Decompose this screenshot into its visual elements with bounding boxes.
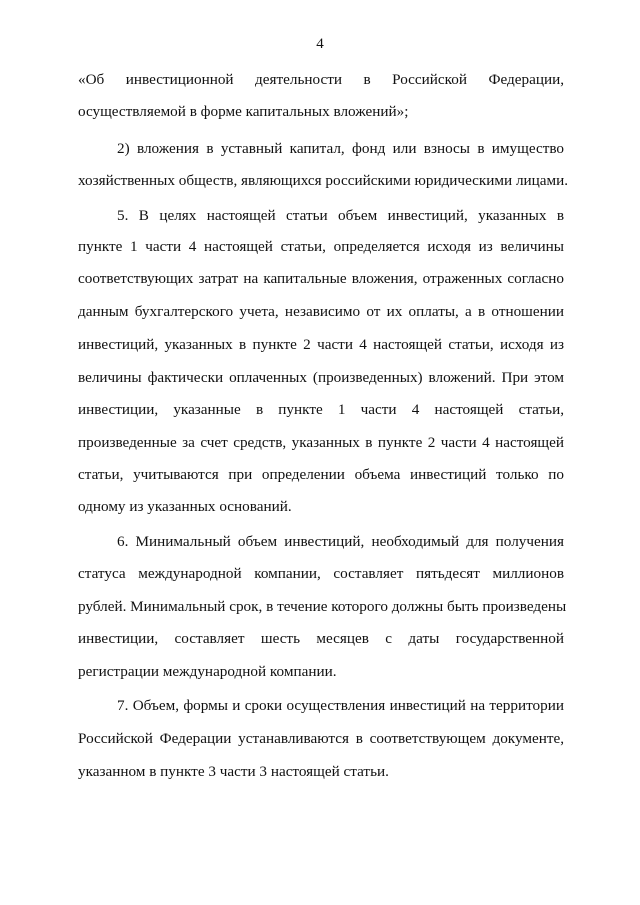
text-line: данным бухгалтерского учета, независимо от их оплаты, а в отношении: [78, 303, 564, 320]
text-line: статуса международной компании, составляет пятьдесят миллионов: [78, 565, 564, 582]
text-line: осуществляемой в форме капитальных вложений»;: [78, 103, 409, 120]
text-line: 7. Объем, формы и сроки осуществления инвестиций на территории: [117, 697, 564, 714]
page-number: 4: [316, 36, 324, 52]
text-line: статьи, учитываются при определении объема инвестиций только по: [78, 466, 564, 483]
text-line: инвестиции, указанные в пункте 1 части 4 настоящей статьи,: [78, 401, 564, 418]
text-line: указанном в пункте 3 части 3 настоящей статьи.: [78, 763, 389, 780]
text-line: 5. В целях настоящей статьи объем инвестиций, указанных в: [117, 207, 564, 224]
text-line: инвестиций, указанных в пункте 2 части 4 настоящей статьи, исходя из: [78, 336, 564, 353]
text-line: регистрации международной компании.: [78, 663, 337, 680]
text-line: хозяйственных обществ, являющихся российскими юридическими лицами.: [78, 172, 569, 189]
text-line: пункте 1 части 4 настоящей статьи, определяется исходя из величины: [78, 238, 564, 255]
text-line: рублей. Минимальный срок, в течение которого должны быть произведены: [78, 598, 567, 615]
text-line: соответствующих затрат на капитальные вложения, отраженных согласно: [78, 270, 564, 287]
text-line: 6. Минимальный объем инвестиций, необходимый для получения: [117, 533, 564, 550]
text-line: 2) вложения в уставный капитал, фонд или взносы в имущество: [117, 140, 564, 157]
text-line: инвестиции, составляет шесть месяцев с даты государственной: [78, 630, 564, 647]
text-line: произведенные за счет средств, указанных в пункте 2 части 4 настоящей: [78, 434, 564, 451]
text-line: Российской Федерации устанавливаются в соответствующем документе,: [78, 730, 564, 747]
text-line: «Об инвестиционной деятельности в Российской Федерации,: [78, 71, 564, 88]
text-line: величины фактически оплаченных (произведенных) вложений. При этом: [78, 369, 564, 386]
text-line: одному из указанных оснований.: [78, 498, 292, 515]
